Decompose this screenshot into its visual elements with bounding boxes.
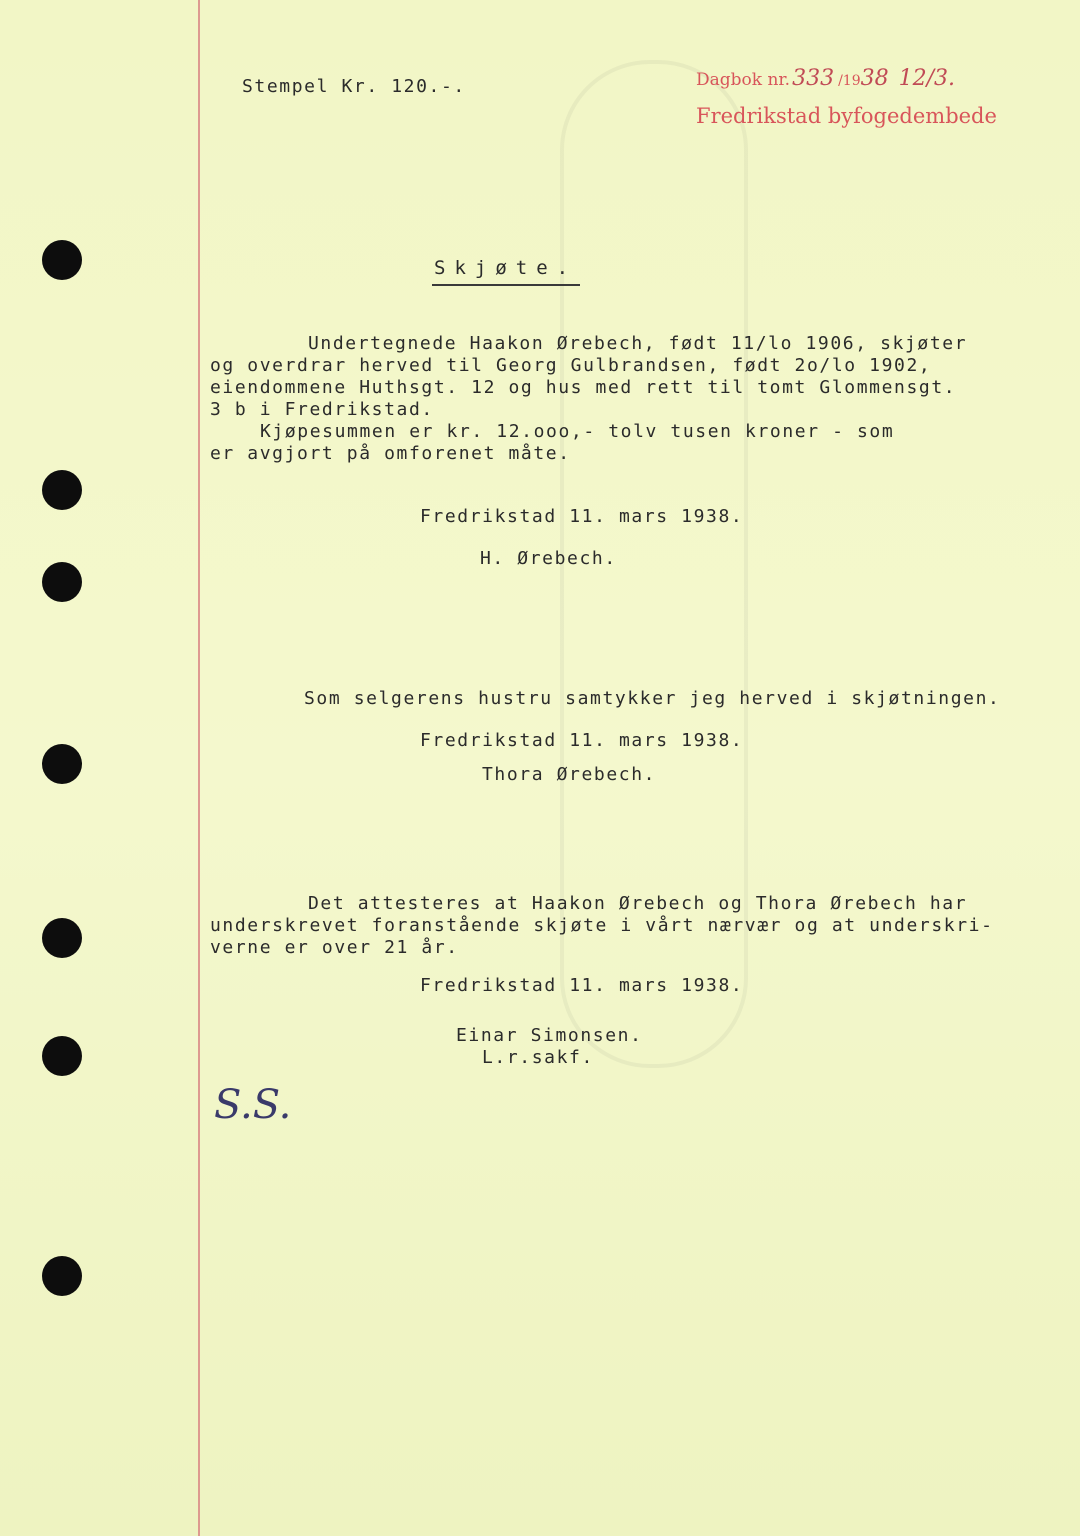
punch-hole: [42, 744, 82, 784]
attestation-place-date: Fredrikstad 11. mars 1938.: [420, 975, 744, 996]
punch-hole: [42, 470, 82, 510]
title-underline: [432, 284, 580, 286]
punch-hole: [42, 240, 82, 280]
attestation-signature-title: L.r.sakf.: [482, 1047, 594, 1068]
consent-text: Som selgerens hustru samtykker jeg herved i skjøtningen.: [304, 688, 1001, 709]
punch-hole: [42, 1256, 82, 1296]
punch-hole: [42, 1036, 82, 1076]
attestation-signature-name: Einar Simonsen.: [456, 1025, 643, 1046]
deed-line-2: og overdrar herved til Georg Gulbrandsen, født 2o/lo 1902,: [210, 355, 932, 376]
journal-office: Fredrikstad byfogedembede: [696, 104, 997, 128]
handwritten-initials: S.S.: [214, 1082, 292, 1128]
attestation-line-3: verne er over 21 år.: [210, 937, 459, 958]
journal-date: 12/3.: [898, 66, 956, 91]
deed-place-date: Fredrikstad 11. mars 1938.: [420, 506, 744, 527]
punch-hole: [42, 918, 82, 958]
margin-line: [198, 0, 200, 1536]
consent-signature: Thora Ørebech.: [482, 764, 657, 785]
stamp-duty-text: Stempel Kr. 120.-.: [242, 76, 466, 97]
deed-line-4: 3 b i Fredrikstad.: [210, 399, 434, 420]
consent-place-date: Fredrikstad 11. mars 1938.: [420, 730, 744, 751]
deed-line-6: er avgjort på omforenet måte.: [210, 443, 571, 464]
attestation-line-1: Det attesteres at Haakon Ørebech og Thora Ørebech har: [308, 893, 968, 914]
journal-prefix: Dagbok nr.: [696, 70, 791, 90]
deed-line-3: eiendommene Huthsgt. 12 og hus med rett til tomt Glommensgt.: [210, 377, 957, 398]
attestation-line-2: underskrevet foranstående skjøte i vårt nærvær og at underskri-: [210, 915, 994, 936]
punch-hole: [42, 562, 82, 602]
deed-line-1: Undertegnede Haakon Ørebech, født 11/lo 1906, skjøter: [308, 333, 968, 354]
journal-stamp-line: [696, 66, 955, 91]
journal-year: 38: [860, 66, 889, 91]
journal-year-prefix: /19: [838, 73, 861, 89]
journal-number: 333: [792, 66, 835, 91]
deed-signature: H. Ørebech.: [480, 548, 617, 569]
document-title: Skjøte.: [434, 257, 578, 279]
deed-line-5: Kjøpesummen er kr. 12.ooo,- tolv tusen kroner - som: [260, 421, 895, 442]
